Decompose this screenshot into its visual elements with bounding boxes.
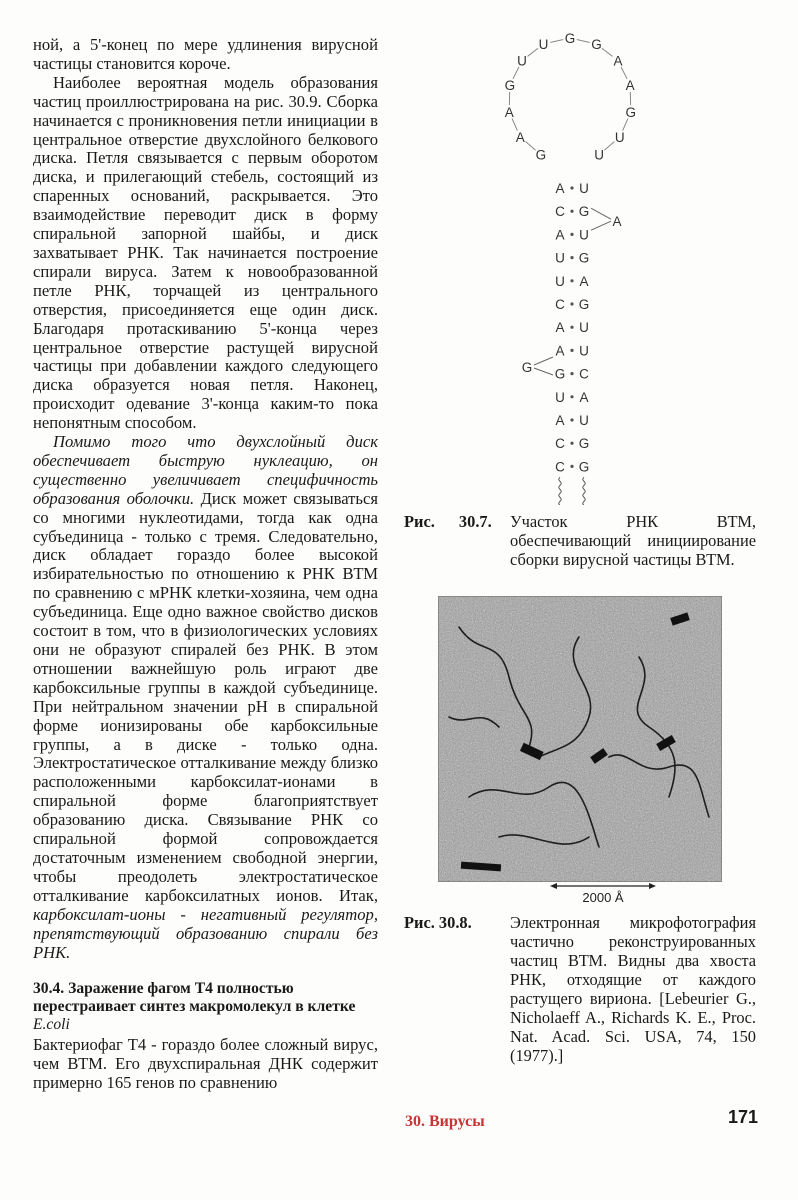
- base-pair-dot: [570, 395, 573, 398]
- base-pair-dot: [570, 372, 573, 375]
- stem-base-left: A: [555, 181, 565, 196]
- stem-base-left: C: [555, 297, 565, 312]
- stem-base-right: A: [579, 389, 589, 405]
- base-pair-dot: [570, 302, 573, 305]
- scale-bar: [548, 880, 658, 906]
- strand-tail: [583, 477, 586, 505]
- base-pair-dot: [570, 326, 573, 329]
- paragraph-4: Бактериофаг Т4 - гораздо более сложный вирус, чем ВТМ. Его двухспиральная ДНК содержит примерно 165 генов по сравнению: [33, 1035, 378, 1093]
- bulge-line: [591, 208, 611, 219]
- electron-micrograph: [438, 596, 722, 882]
- loop-base: G: [504, 78, 516, 94]
- loop-base: U: [614, 130, 625, 146]
- base-pair-dot: [570, 233, 573, 236]
- left-text-column: [33, 36, 378, 1093]
- stem-base-right: U: [579, 320, 589, 336]
- stem-base-left: U: [555, 273, 565, 289]
- bulge-line: [534, 368, 553, 375]
- figure-30-8-label: Рис. 30.8.: [404, 913, 472, 932]
- figure-30-8-caption: [404, 913, 774, 1073]
- loop-base: A: [625, 78, 635, 94]
- micrograph-grain: [439, 597, 721, 881]
- stem-base-right: U: [579, 343, 589, 359]
- paragraph-3-italic: Помимо того что двухслойный диск обеспечивает быструю нуклеацию, он существенно увеличивает специфичность образования оболочки.: [33, 432, 378, 508]
- stem-base-left: G: [554, 366, 566, 382]
- page-number: 171: [728, 1107, 759, 1127]
- bulge-line: [534, 357, 553, 365]
- stem-base-left: C: [555, 459, 565, 475]
- loop-base-end: U: [594, 147, 604, 163]
- stem-base-left: A: [555, 320, 565, 336]
- stem-base-left: A: [555, 227, 565, 243]
- stem-base-left: U: [555, 389, 565, 405]
- scale-bar-label: 2000 Å: [582, 890, 624, 905]
- stem-base-right: U: [579, 227, 589, 243]
- base-pair-dot: [570, 279, 573, 282]
- loop-base-start: G: [535, 147, 547, 163]
- loop-base: U: [538, 36, 549, 52]
- stem-base-right: G: [578, 297, 590, 312]
- stem-base-right: U: [579, 413, 589, 428]
- base-pair-dot: [570, 210, 573, 213]
- bulge-base-left: G: [521, 360, 533, 375]
- stem-base-right: C: [579, 366, 589, 382]
- base-pair-dot: [570, 418, 573, 421]
- loop-base: G: [625, 105, 637, 121]
- figure-30-8-caption-text: Электронная микрофотография частично реконструированных частиц ВТМ. Видны два хвоста РНК, отходящие от каждого растущего вириона. [Lebeurier G., Nicholaeff A., Richards K. E., Proc. Nat. Acad. Sci. USA, 74, 150 (1977).]: [510, 913, 756, 1065]
- base-pair-dot: [570, 186, 573, 189]
- loop-base: G: [591, 36, 602, 52]
- paragraph-3-end-italic: карбоксилат-ионы - негативный регулятор, препятствующий образованию спирали без РНК.: [33, 904, 378, 962]
- base-pair-dot: [570, 256, 573, 259]
- stem-base-left: C: [555, 204, 565, 220]
- paragraph-3: [33, 433, 378, 962]
- figure-30-7-caption: [404, 512, 774, 582]
- base-pair-dot: [570, 442, 573, 445]
- stem-base-left: U: [555, 250, 565, 266]
- figure-30-7-caption-text: Участок РНК ВТМ, обеспечивающий инициирование сборки вирусной частицы ВТМ.: [510, 512, 756, 569]
- base-pair-dot: [570, 349, 573, 352]
- section-heading-text: 30.4. Заражение фагом Т4 полностью перестраивает синтез макромолекул в клетке: [33, 980, 356, 1016]
- section-heading-organism: E.coli: [33, 1016, 70, 1034]
- paragraph-2: Наиболее вероятная модель образования частиц проиллюстрирована на рис. 30.9. Сборка начинается с проникновения петли инициации в центральное отверстие двухслойного белкового диска. Петля связывается с первым оборотом диска, и прилегающий стебель, состоящий из спаренных оснований, раскрывается. Это взаимодействие переводит диск в форму спиральной запорной шайбы, и диск захватывает РНК. Так начинается построение спирали вируса. Затем к новообразованной петле РНК, торчащей из центрального отверстия, присоединяется еще один диск. Благодаря протаскиванию 5'-конца через центральное отверстие растущей вирусной частицы при добавлении каждого следующего диска образуется новая петля. Наконец, происходит одевание 3'-конца каким-то пока непонятным способом.: [33, 72, 378, 433]
- stem-base-right: G: [578, 204, 590, 220]
- scale-bar-right-arrow: [649, 883, 656, 889]
- loop-base: A: [613, 53, 623, 69]
- stem-base-left: A: [555, 343, 565, 359]
- rna-stem: [522, 181, 622, 505]
- strand-tail: [559, 477, 562, 505]
- paragraph-3-body: Диск может связываться со многими нуклеотидами, тогда как одна субъединица - только с тремя. Следовательно, диск обладает гораздо более высокой избирательностью по отношению к РНК ВТМ по сравнению с мРНК клетки-хозяина, чем одна субъединица. Еще одно важное свойство дисков состоит в том, что в физиологических условиях они не образуют спиралей без РНК. В этом отношении важнейшую роль играют две карбоксильные группы в каждой субъединице. При нейтральном значении pH в спиральной форме ионизированы обе карбоксильные группы, а в диске - только одна. Электростатическое отталкивание между близко расположенными карбоксилат-ионами в спиральной форме благоприятствует образованию диска. Связывание РНК со спиральной формой сопровождается достаточным изменением свободной энергии, чтобы преодолеть электростатическое отталкивание карбоксилатных ионов. Итак,: [33, 488, 378, 905]
- loop-base: G: [564, 31, 576, 46]
- bulge-base-right: A: [612, 214, 622, 230]
- figure-30-7-label: Рис. 30.7.: [404, 512, 492, 531]
- stem-base-right: U: [579, 181, 589, 196]
- stem-base-right: G: [578, 250, 590, 266]
- loop-base: A: [515, 130, 525, 146]
- stem-base-right: G: [578, 459, 590, 475]
- paragraph-1: ной, а 5'-конец по мере удлинения вирусной частицы становится короче.: [33, 35, 378, 73]
- rna-loop: [502, 31, 638, 163]
- stem-base-left: C: [555, 436, 565, 452]
- rna-hairpin-figure: [490, 0, 650, 505]
- scale-bar-left-arrow: [550, 883, 557, 889]
- stem-base-left: A: [555, 413, 565, 428]
- loop-base: U: [517, 53, 527, 69]
- stem-base-right: G: [578, 436, 590, 452]
- base-pair-dot: [570, 465, 573, 468]
- bulge-line: [591, 221, 611, 230]
- loop-base: A: [504, 105, 514, 121]
- section-heading: [33, 980, 378, 1034]
- stem-base-right: A: [579, 273, 589, 289]
- footer-chapter: 30. Вирусы: [405, 1113, 485, 1130]
